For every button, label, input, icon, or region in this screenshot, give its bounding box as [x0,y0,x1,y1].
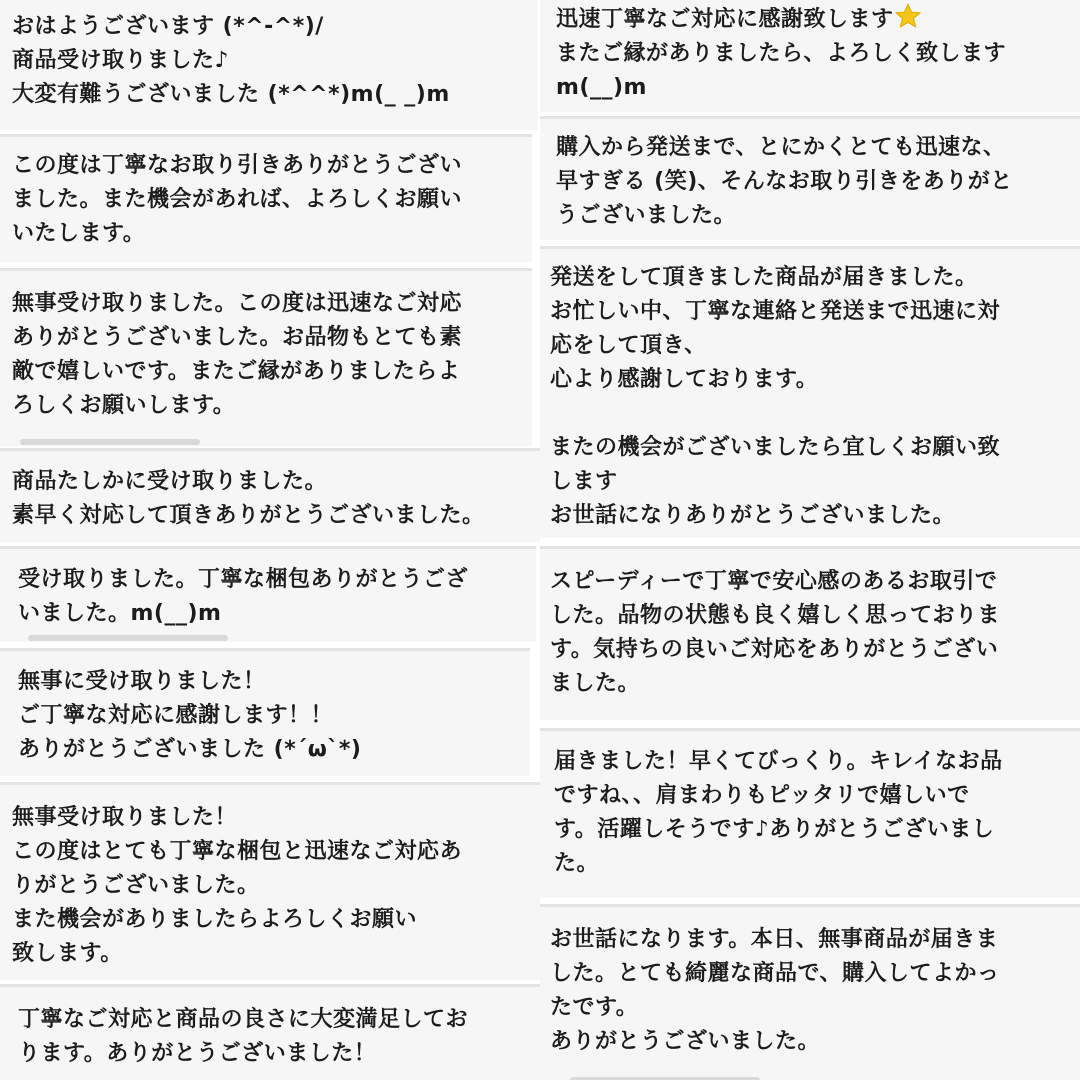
review-text: 丁寧なご対応と商品の良さに大変満足してお ります。ありがとうございました！ [18,1007,469,1066]
review-text: この度は丁寧なお取り引きありがとうござい ました。また機会があれば、よろしくお願い いたします。 [12,153,463,246]
review-card [0,984,540,1080]
review-card [0,134,532,262]
review-text: 商品たしかに受け取りました。 素早く対応して頂きありがとうございました。 [12,469,485,528]
star-icon [894,2,922,30]
review-card [540,546,1080,720]
faded-timestamp [28,635,228,641]
review-text: またご縁がありましたら、よろしく致します m(__)m [556,41,1007,100]
review-card [0,546,536,642]
review-text: お世話になります。本日、無事商品が届きま した。とても綺麗な商品で、購入してよかっ たです。 ありがとうございました。 [550,927,1000,1054]
review-text: 無事受け取りました。この度は迅速なご対応 ありがとうございました。お品物もとても素 敵で嬉しいです。またご縁がありましたらよ ろしくお願いします。 [12,291,463,418]
review-text: スピーディーで丁寧で安心感のあるお取引で した。品物の状態も良く嬉しく思っておりま す。気持ちの良いご対応をありがとうござい ました。 [550,569,1001,696]
review-text-block [556,2,1006,105]
review-card [0,448,540,542]
review-text: おはようございます (*^-^*)/ 商品受け取りました♪ 大変有難うございました (*^^*)m(_ _)m [12,14,450,107]
review-card [0,782,540,980]
review-card [540,246,1080,538]
review-card [0,0,538,130]
review-card [540,0,1080,112]
review-text: 無事受け取りました！ この度はとても丁寧な梱包と迅速なご対応あ りがとうございました。 また機会がありましたらよろしくお願い 致します。 [12,805,463,966]
review-card [0,648,530,776]
review-text: 届きました！早くてびっくり。キレイなお品 ですね、、肩まわりもピッタリで嬉しいで す。活躍しそうです♪ありがとうございまし た。 [554,749,1003,876]
review-text: 購入から発送まで、とにかくとても迅速な、 早すぎる (笑)、そんなお取り引きをありがと うございました。 [556,135,1013,228]
right-column [540,0,1080,1080]
review-card [0,268,532,446]
review-card [540,728,1080,898]
review-text: 迅速丁寧なご対応に感謝致します [556,7,894,32]
review-card [540,116,1080,240]
review-text: 無事に受け取りました！ ご丁寧な対応に感謝します！！ ありがとうございました (*´ω`*) [18,669,362,762]
review-text: 受け取りました。丁寧な梱包ありがとうござ いました。m(__)m [18,567,469,626]
review-text: 発送をして頂きました商品が届きました。 お忙しい中、丁寧な連絡と発送まで迅速に対 応をして頂き、 心より感謝しております。 またの機会がございましたら宜しくお願い致 します お世話になりありがとうございました。 [550,265,1001,528]
faded-timestamp [20,439,200,445]
review-card [540,904,1080,1080]
